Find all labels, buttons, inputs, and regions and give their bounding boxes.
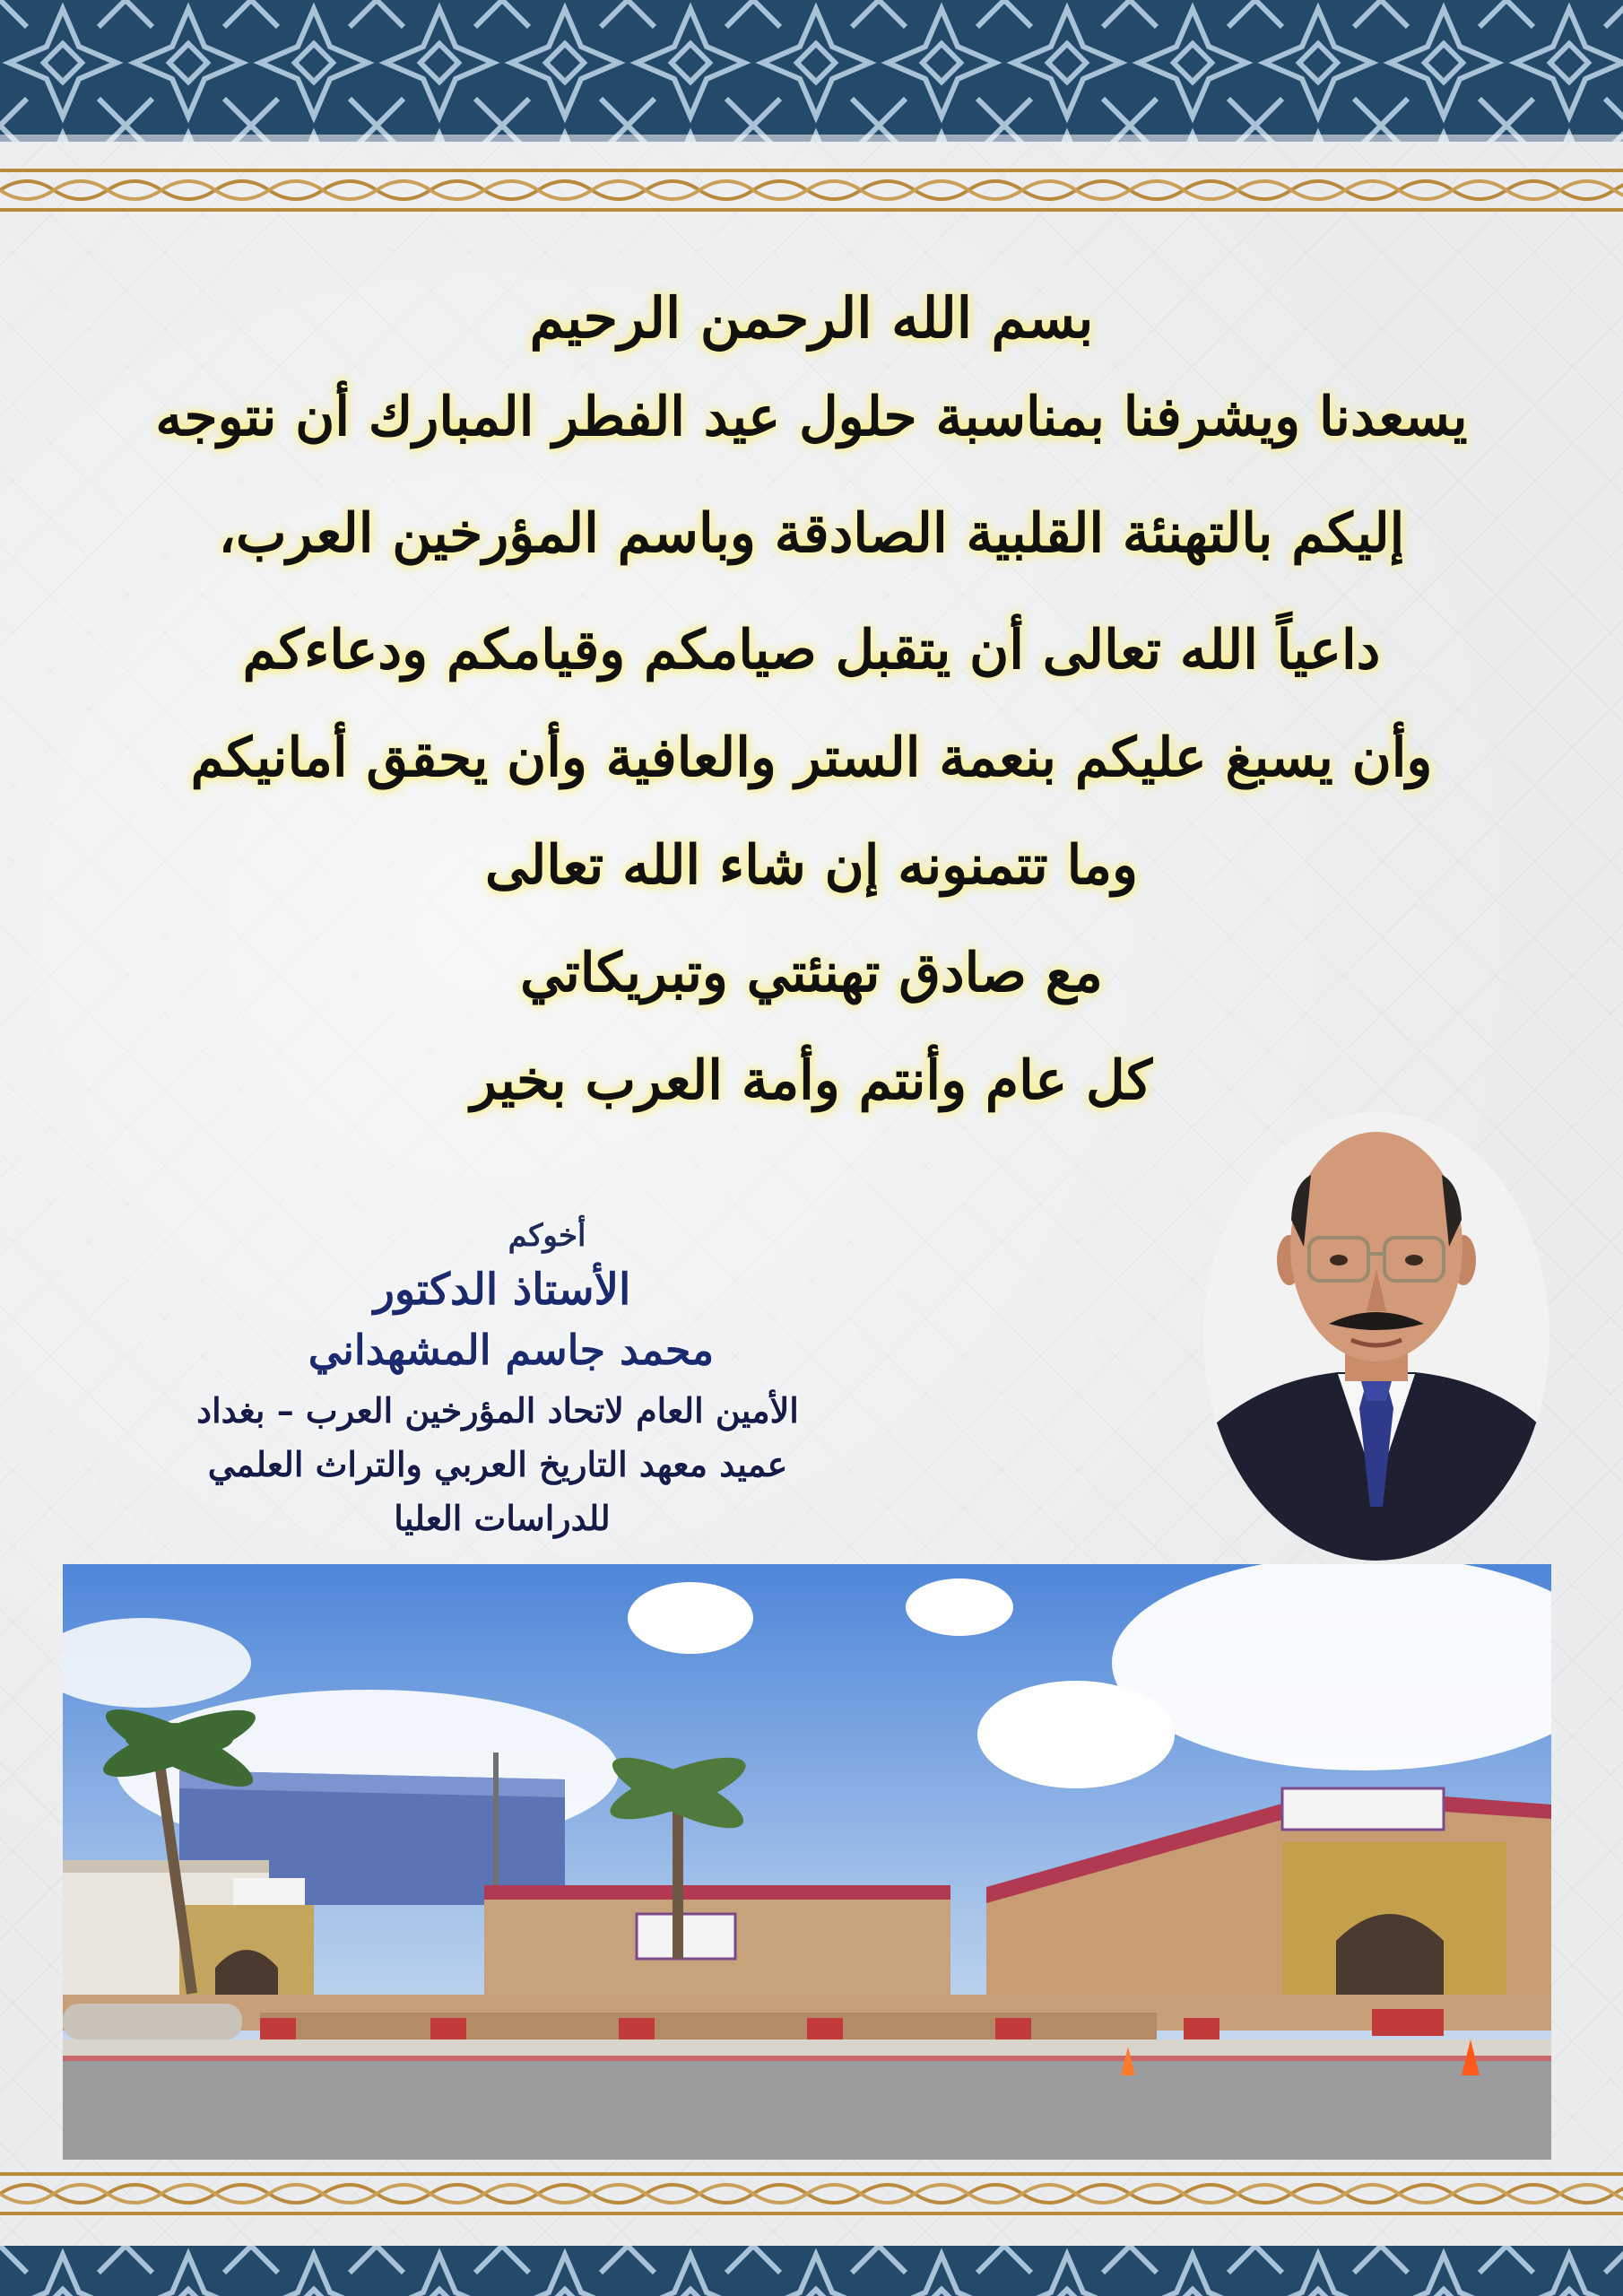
- signature-title-2: عميد معهد التاريخ العربي والتراث العلمي: [207, 1444, 788, 1484]
- top-rope-border: [0, 161, 1623, 219]
- portrait-photo: [1203, 1112, 1549, 1561]
- bottom-pattern-band: [0, 2246, 1623, 2296]
- bottom-rope-border: [0, 2165, 1623, 2222]
- signature-name: محمد جاسم المشهداني: [308, 1326, 715, 1374]
- signature-title-3: للدراسات العليا: [394, 1498, 611, 1538]
- signature-title-1: الأمين العام لاتحاد المؤرخين العرب – بغداد: [196, 1390, 799, 1431]
- signature-intro: أخوكم: [508, 1218, 586, 1254]
- greeting-line-7: كل عام وأنتم وأمة العرب بخير: [470, 1049, 1153, 1112]
- greeting-line-1: يسعدنا ويشرفنا بمناسبة حلول عيد الفطر المبارك أن نتوجه: [155, 386, 1468, 448]
- top-pattern-band: [0, 0, 1623, 142]
- greeting-line-5: وما تتمنونه إن شاء الله تعالى: [485, 834, 1138, 897]
- signature-honorific: الأستاذ الدكتور: [373, 1265, 631, 1315]
- greeting-line-3: داعياً الله تعالى أن يتقبل صيامكم وقيامكم ودعاءكم: [242, 619, 1381, 682]
- greeting-line-4: وأن يسبغ عليكم بنعمة الستر والعافية وأن يحقق أمانيكم: [190, 726, 1433, 789]
- greeting-line-2: إليكم بالتهنئة القلبية الصادقة وباسم المؤرخين العرب،: [218, 502, 1405, 565]
- greeting-line-6: مع صادق تهنئتي وتبريكاتي: [520, 942, 1103, 1004]
- basmala-heading: بسم الله الرحمن الرحيم: [529, 285, 1094, 351]
- institute-building-photo: [63, 1564, 1551, 2160]
